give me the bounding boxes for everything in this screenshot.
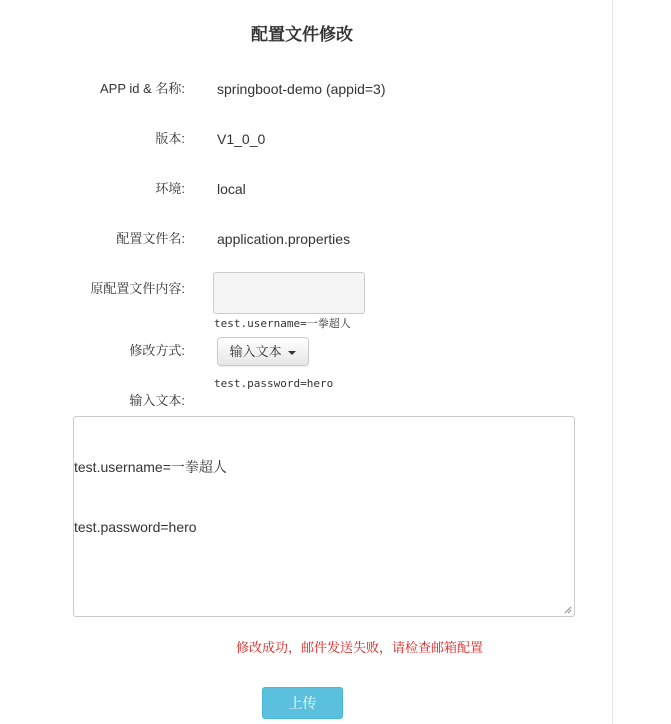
version-row <box>0 127 600 151</box>
page-title: 配置文件修改 <box>251 25 353 44</box>
right-divider <box>612 0 613 724</box>
input-text-area[interactable] <box>73 416 575 617</box>
upload-button[interactable]: 上传 <box>262 687 343 719</box>
status-message: 修改成功，邮件发送失败，请检查邮箱配置 <box>236 640 484 655</box>
config-file-name-value: application.properties <box>217 231 351 247</box>
config-file-name-row <box>0 227 600 251</box>
original-content-line: test.password=hero <box>214 377 334 390</box>
input-text-label: 输入文本: <box>129 393 185 408</box>
resize-handle-icon[interactable] <box>564 606 572 614</box>
app-row <box>0 77 600 101</box>
modify-method-selected: 输入文本 <box>229 344 282 359</box>
modify-method-label: 修改方式: <box>129 343 185 358</box>
app-value: springboot-demo (appid=3) <box>217 81 386 97</box>
input-text-line: test.username=一拳超人 <box>74 459 227 475</box>
caret-down-icon <box>288 351 296 355</box>
version-label: 版本: <box>155 131 185 146</box>
app-label: APP id & 名称: <box>99 81 185 96</box>
environment-value: local <box>217 181 246 197</box>
config-file-name-label: 配置文件名: <box>116 231 185 246</box>
modify-method-dropdown[interactable] <box>217 337 309 366</box>
original-content-label: 原配置文件内容: <box>90 281 185 296</box>
environment-row <box>0 177 600 201</box>
environment-label: 环境: <box>155 181 185 196</box>
input-text-line: test.password=hero <box>74 519 197 535</box>
input-text-row <box>0 389 600 413</box>
version-value: V1_0_0 <box>217 131 266 147</box>
original-content-line: test.username=一拳超人 <box>214 317 351 330</box>
